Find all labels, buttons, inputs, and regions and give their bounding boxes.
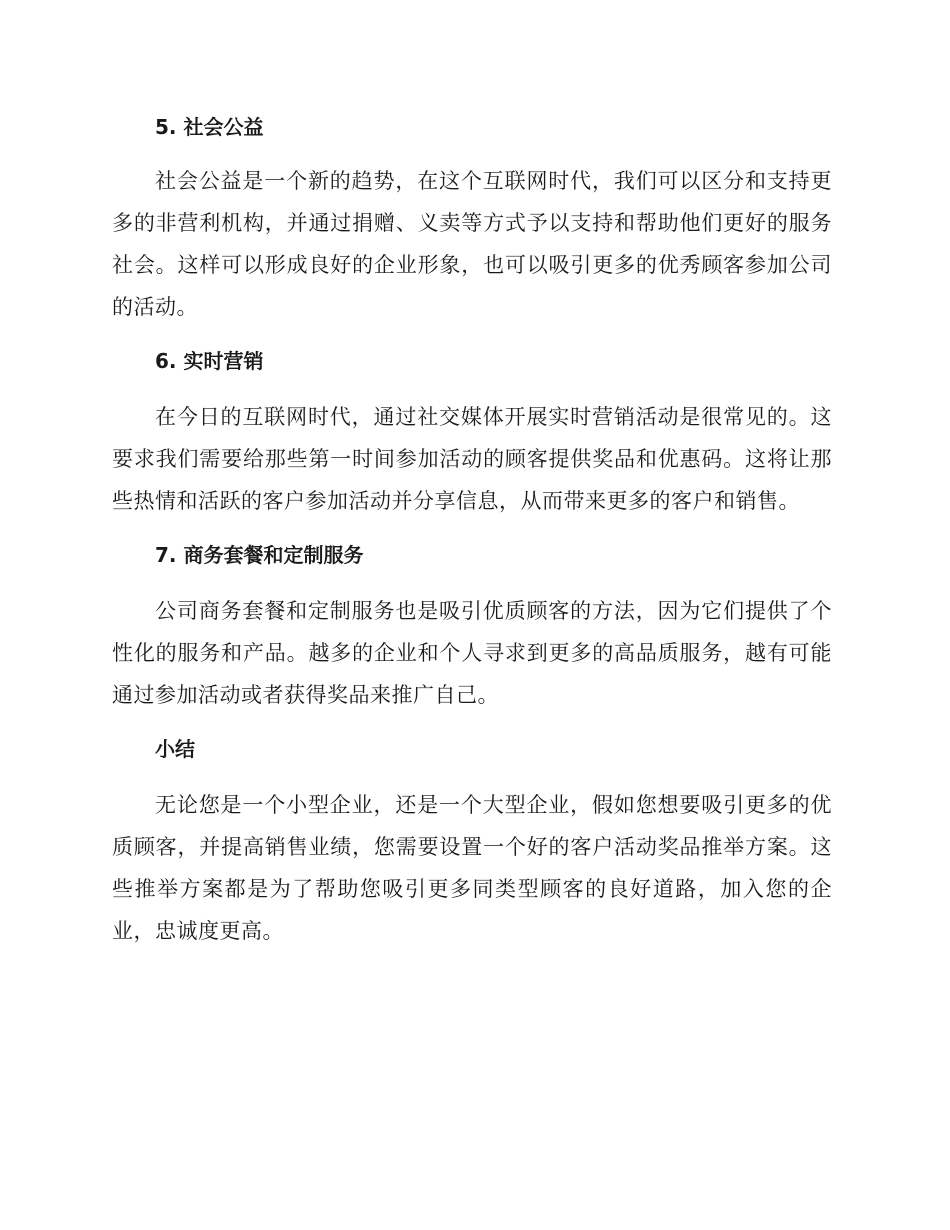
section-social-welfare [112, 108, 832, 328]
document-page [112, 108, 832, 966]
section-summary [112, 730, 832, 952]
section-paragraph: 公司商务套餐和定制服务也是吸引优质顾客的方法，因为它们提供了个性化的服务和产品。越多的企业和个人寻求到更多的高品质服务，越有可能通过参加活动或者获得奖品来推广自己。 [112, 599, 832, 707]
section-heading: 5. 社会公益 [155, 115, 264, 139]
section-paragraph: 无论您是一个小型企业，还是一个大型企业，假如您想要吸引更多的优质顾客，并提高销售业绩，您需要设置一个好的客户活动奖品推举方案。这些推举方案都是为了帮助您吸引更多同类型顾客的良好道路，加入您的企业，忠诚度更高。 [112, 793, 832, 943]
section-paragraph: 社会公益是一个新的趋势，在这个互联网时代，我们可以区分和支持更多的非营利机构，并通过捐赠、义卖等方式予以支持和帮助他们更好的服务社会。这样可以形成良好的企业形象，也可以吸引更多的优秀顾客参加公司的活动。 [112, 169, 832, 319]
section-heading: 7. 商务套餐和定制服务 [155, 543, 364, 567]
section-heading: 6. 实时营销 [155, 349, 264, 373]
section-paragraph: 在今日的互联网时代，通过社交媒体开展实时营销活动是很常见的。这要求我们需要给那些第一时间参加活动的顾客提供奖品和优惠码。这将让那些热情和活跃的客户参加活动并分享信息，从而带来更多的客户和销售。 [112, 405, 832, 513]
section-real-time-marketing [112, 342, 832, 522]
section-business-packages [112, 536, 832, 716]
section-heading: 小结 [155, 737, 195, 761]
